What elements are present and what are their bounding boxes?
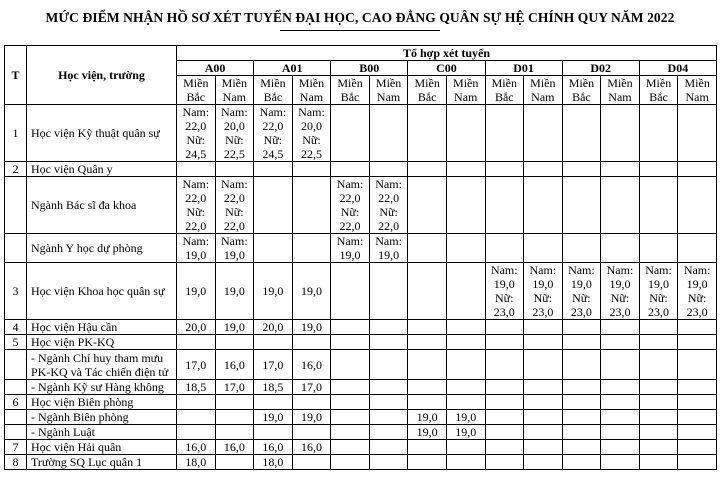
score-cell: 18,0 (177, 455, 216, 470)
score-cell: Nam: 19,0 (177, 234, 216, 263)
score-cell (331, 335, 370, 350)
table-row (5, 350, 717, 380)
table-row (5, 380, 717, 395)
score-cell: 18,5 (254, 380, 293, 395)
header-region-south: Miền Nam (215, 76, 254, 105)
score-cell: Nam: 22,0 Nữ: 24,5 (254, 105, 293, 162)
score-cell (601, 320, 640, 335)
score-cell (408, 320, 447, 335)
score-cell (601, 440, 640, 455)
school-name: Học viện Kỹ thuật quân sự (27, 105, 177, 162)
score-cell (485, 380, 524, 395)
score-cell (369, 350, 408, 380)
title-underline (280, 30, 440, 31)
score-cell (369, 335, 408, 350)
score-cell (408, 440, 447, 455)
score-cell (177, 335, 216, 350)
score-cell (331, 410, 370, 425)
header-stt: T (5, 46, 27, 105)
score-cell: 19,0 (292, 320, 331, 335)
score-cell (254, 395, 293, 410)
score-cell (524, 320, 563, 335)
row-number: 7 (5, 440, 27, 455)
score-cell (408, 162, 447, 177)
score-cell (369, 105, 408, 162)
score-cell (678, 380, 717, 395)
score-cell (524, 455, 563, 470)
score-cell: 19,0 (292, 263, 331, 320)
score-cell (639, 105, 678, 162)
score-cell: Nam: 19,0 Nữ: 23,0 (601, 263, 640, 320)
score-cell (678, 335, 717, 350)
score-cell (678, 410, 717, 425)
school-name: - Ngành Chỉ huy tham mưu PK-KQ và Tác chiến điện tử (27, 350, 177, 380)
score-cell (485, 162, 524, 177)
score-cell: 16,0 (177, 440, 216, 455)
score-cell (331, 350, 370, 380)
score-cell (408, 234, 447, 263)
score-cell (678, 350, 717, 380)
school-name: Ngành Y học dự phòng (27, 234, 177, 263)
score-cell (215, 455, 254, 470)
header-combination: Tổ hợp xét tuyển (177, 46, 717, 61)
score-cell (292, 395, 331, 410)
table-row (5, 440, 717, 455)
score-cell: Nam: 22,0 Nữ: 22,0 (215, 177, 254, 234)
score-cell (639, 350, 678, 380)
score-cell (562, 440, 601, 455)
score-cell (331, 425, 370, 440)
score-cell (562, 410, 601, 425)
score-cell: 19,0 (408, 410, 447, 425)
score-cell (562, 350, 601, 380)
row-number (5, 410, 27, 425)
row-number (5, 380, 27, 395)
score-cell (601, 177, 640, 234)
score-cell (639, 335, 678, 350)
score-cell: 19,0 (254, 263, 293, 320)
score-cell (254, 425, 293, 440)
score-cell (408, 395, 447, 410)
table-row (5, 263, 717, 320)
score-cell (292, 234, 331, 263)
score-cell: Nam: 19,0 Nữ: 23,0 (639, 263, 678, 320)
score-cell (292, 177, 331, 234)
score-cell (331, 105, 370, 162)
score-cell (678, 395, 717, 410)
header-region-north: Miền Bắc (331, 76, 370, 105)
table-row (5, 335, 717, 350)
score-cell (485, 320, 524, 335)
header-region-south: Miền Nam (678, 76, 717, 105)
score-cell (678, 440, 717, 455)
score-cell (601, 395, 640, 410)
score-cell (485, 234, 524, 263)
header-group-a00: A00 (177, 61, 254, 76)
school-name: Học viện Hậu cần (27, 320, 177, 335)
score-cell (408, 263, 447, 320)
score-cell (446, 350, 485, 380)
score-cell (485, 410, 524, 425)
score-cell (601, 105, 640, 162)
score-cell (524, 395, 563, 410)
score-cell (446, 380, 485, 395)
score-cell (446, 395, 485, 410)
score-cell (678, 425, 717, 440)
score-cell (562, 425, 601, 440)
score-cell: 19,0 (215, 320, 254, 335)
score-cell (254, 177, 293, 234)
score-cell: Nam: 19,0 Nữ: 23,0 (485, 263, 524, 320)
score-cell (485, 455, 524, 470)
score-cell (678, 105, 717, 162)
score-cell: 18,5 (177, 380, 216, 395)
table-row (5, 410, 717, 425)
score-cell (369, 455, 408, 470)
score-cell (562, 455, 601, 470)
score-cell: 19,0 (215, 263, 254, 320)
score-cell: Nam: 19,0 (215, 234, 254, 263)
score-cell (292, 162, 331, 177)
score-cell (408, 350, 447, 380)
table-row (5, 455, 717, 470)
score-cell (601, 455, 640, 470)
row-number: 6 (5, 395, 27, 410)
score-cell (215, 162, 254, 177)
row-number (5, 234, 27, 263)
score-cell (446, 234, 485, 263)
score-cell (485, 335, 524, 350)
score-cell (446, 263, 485, 320)
header-group-d01: D01 (485, 61, 562, 76)
score-cell: 19,0 (446, 410, 485, 425)
score-cell (369, 380, 408, 395)
score-cell: 16,0 (292, 350, 331, 380)
school-name: Học viện Hải quân (27, 440, 177, 455)
score-cell (446, 320, 485, 335)
score-cell (369, 410, 408, 425)
score-cell: Nam: 19,0 Nữ: 23,0 (524, 263, 563, 320)
score-cell (369, 263, 408, 320)
row-number: 4 (5, 320, 27, 335)
score-cell (485, 105, 524, 162)
score-cell: Nam: 19,0 Nữ: 23,0 (562, 263, 601, 320)
score-cell (177, 425, 216, 440)
score-cell (331, 440, 370, 455)
score-cell (639, 410, 678, 425)
score-cell (678, 455, 717, 470)
school-name: - Ngành Luật (27, 425, 177, 440)
score-cell (524, 380, 563, 395)
score-cell (601, 162, 640, 177)
score-cell: Nam: 19,0 (331, 234, 370, 263)
header-region-south: Miền Nam (524, 76, 563, 105)
score-cell (524, 177, 563, 234)
score-cell (446, 440, 485, 455)
score-cell: 16,0 (215, 440, 254, 455)
score-cell (331, 162, 370, 177)
row-number: 8 (5, 455, 27, 470)
score-cell: Nam: 19,0 Nữ: 23,0 (678, 263, 717, 320)
score-cell (331, 455, 370, 470)
table-row (5, 177, 717, 234)
header-region-south: Miền Nam (369, 76, 408, 105)
score-cell (524, 162, 563, 177)
header-school: Học viện, trường (27, 46, 177, 105)
score-cell: Nam: 22,0 Nữ: 22,0 (369, 177, 408, 234)
score-cell (562, 177, 601, 234)
score-cell (601, 410, 640, 425)
table-row (5, 162, 717, 177)
score-cell: 18,0 (254, 455, 293, 470)
score-cell (678, 162, 717, 177)
row-number: 1 (5, 105, 27, 162)
table-row (5, 234, 717, 263)
score-cell: Nam: 22,0 Nữ: 22,0 (331, 177, 370, 234)
score-cell (215, 410, 254, 425)
score-cell (292, 335, 331, 350)
score-cell (369, 162, 408, 177)
score-cell: 19,0 (292, 410, 331, 425)
header-group-a01: A01 (254, 61, 331, 76)
school-name: - Ngành Biên phòng (27, 410, 177, 425)
school-name: Trường SQ Lục quân 1 (27, 455, 177, 470)
score-cell (369, 395, 408, 410)
score-cell (177, 410, 216, 425)
header-group-d04: D04 (639, 61, 716, 76)
score-cell (639, 320, 678, 335)
score-cell (562, 395, 601, 410)
score-cell (524, 335, 563, 350)
score-cell (331, 263, 370, 320)
page-title: MỨC ĐIỂM NHẬN HỒ SƠ XÉT TUYỂN ĐẠI HỌC, CAO ĐẲNG QUÂN SỰ HỆ CHÍNH QUY NĂM 2022 (45, 10, 675, 25)
score-cell (215, 335, 254, 350)
score-cell (524, 440, 563, 455)
score-cell: 20,0 (177, 320, 216, 335)
score-cell (678, 177, 717, 234)
score-cell (678, 234, 717, 263)
score-cell: 19,0 (408, 425, 447, 440)
table-row (5, 395, 717, 410)
score-cell: 17,0 (254, 350, 293, 380)
row-number: 2 (5, 162, 27, 177)
header-group-d02: D02 (562, 61, 639, 76)
score-cell (639, 395, 678, 410)
header-region-north: Miền Bắc (254, 76, 293, 105)
score-cell (331, 380, 370, 395)
score-cell (562, 335, 601, 350)
score-cell (601, 335, 640, 350)
score-cell (639, 380, 678, 395)
score-cell (678, 320, 717, 335)
score-cell: Nam: 19,0 (369, 234, 408, 263)
score-cell (639, 177, 678, 234)
score-cell: Nam: 22,0 Nữ: 24,5 (177, 105, 216, 162)
school-name: - Ngành Kỹ sư Hàng không (27, 380, 177, 395)
score-cell: 17,0 (292, 380, 331, 395)
score-cell (639, 234, 678, 263)
school-name: Ngành Bác sĩ đa khoa (27, 177, 177, 234)
score-cell: Nam: 20,0 Nữ: 22,5 (215, 105, 254, 162)
score-cell: 19,0 (446, 425, 485, 440)
header-region-north: Miền Bắc (408, 76, 447, 105)
score-cell (446, 105, 485, 162)
score-cell (485, 350, 524, 380)
score-cell (601, 425, 640, 440)
score-cell (331, 395, 370, 410)
score-cell (639, 162, 678, 177)
row-number (5, 350, 27, 380)
score-cell: 17,0 (177, 350, 216, 380)
score-cell: 16,0 (292, 440, 331, 455)
score-cell (408, 380, 447, 395)
score-cell (562, 320, 601, 335)
header-group-b00: B00 (331, 61, 408, 76)
score-cell: Nam: 20,0 Nữ: 22,5 (292, 105, 331, 162)
school-name: Học viện Quân y (27, 162, 177, 177)
score-cell (485, 177, 524, 234)
score-cell (254, 234, 293, 263)
score-cell: 19,0 (177, 263, 216, 320)
school-name: Học viện Biên phòng (27, 395, 177, 410)
score-cell (408, 105, 447, 162)
score-cell (408, 335, 447, 350)
score-cell (215, 395, 254, 410)
score-cell (562, 380, 601, 395)
score-cell (331, 320, 370, 335)
row-number (5, 177, 27, 234)
score-cell (215, 425, 254, 440)
table-row (5, 320, 717, 335)
score-cell: 16,0 (254, 440, 293, 455)
score-cell (369, 425, 408, 440)
admission-score-table (4, 45, 717, 470)
score-cell (485, 395, 524, 410)
score-cell (292, 425, 331, 440)
school-name: Học viện Khoa học quân sự (27, 263, 177, 320)
score-cell: 16,0 (215, 350, 254, 380)
score-cell (446, 335, 485, 350)
table-row (5, 425, 717, 440)
header-region-south: Miền Nam (601, 76, 640, 105)
score-cell (408, 177, 447, 234)
score-cell: 20,0 (254, 320, 293, 335)
row-number: 3 (5, 263, 27, 320)
score-cell (177, 162, 216, 177)
score-cell (639, 425, 678, 440)
score-cell (254, 335, 293, 350)
score-cell (524, 234, 563, 263)
score-cell (369, 440, 408, 455)
score-cell (446, 162, 485, 177)
header-region-north: Miền Bắc (562, 76, 601, 105)
score-cell (562, 105, 601, 162)
header-region-south: Miền Nam (446, 76, 485, 105)
score-cell (408, 455, 447, 470)
score-cell (639, 455, 678, 470)
header-region-south: Miền Nam (292, 76, 331, 105)
score-cell (524, 105, 563, 162)
table-row (5, 105, 717, 162)
score-cell: Nam: 22,0 Nữ: 22,0 (177, 177, 216, 234)
score-cell (177, 395, 216, 410)
row-number (5, 425, 27, 440)
score-cell (446, 455, 485, 470)
school-name: Học viện PK-KQ (27, 335, 177, 350)
score-cell: 17,0 (215, 380, 254, 395)
header-region-north: Miền Bắc (485, 76, 524, 105)
score-cell (639, 440, 678, 455)
score-cell (292, 455, 331, 470)
row-number: 5 (5, 335, 27, 350)
score-cell (601, 350, 640, 380)
score-cell (562, 234, 601, 263)
score-cell (369, 320, 408, 335)
header-group-c00: C00 (408, 61, 485, 76)
score-cell (446, 177, 485, 234)
score-cell (485, 440, 524, 455)
score-cell (524, 410, 563, 425)
score-cell (601, 234, 640, 263)
header-region-north: Miền Bắc (639, 76, 678, 105)
score-cell (562, 162, 601, 177)
header-region-north: Miền Bắc (177, 76, 216, 105)
score-cell: 19,0 (254, 410, 293, 425)
score-cell (524, 425, 563, 440)
score-cell (524, 350, 563, 380)
score-cell (601, 380, 640, 395)
score-cell (485, 425, 524, 440)
score-cell (254, 162, 293, 177)
